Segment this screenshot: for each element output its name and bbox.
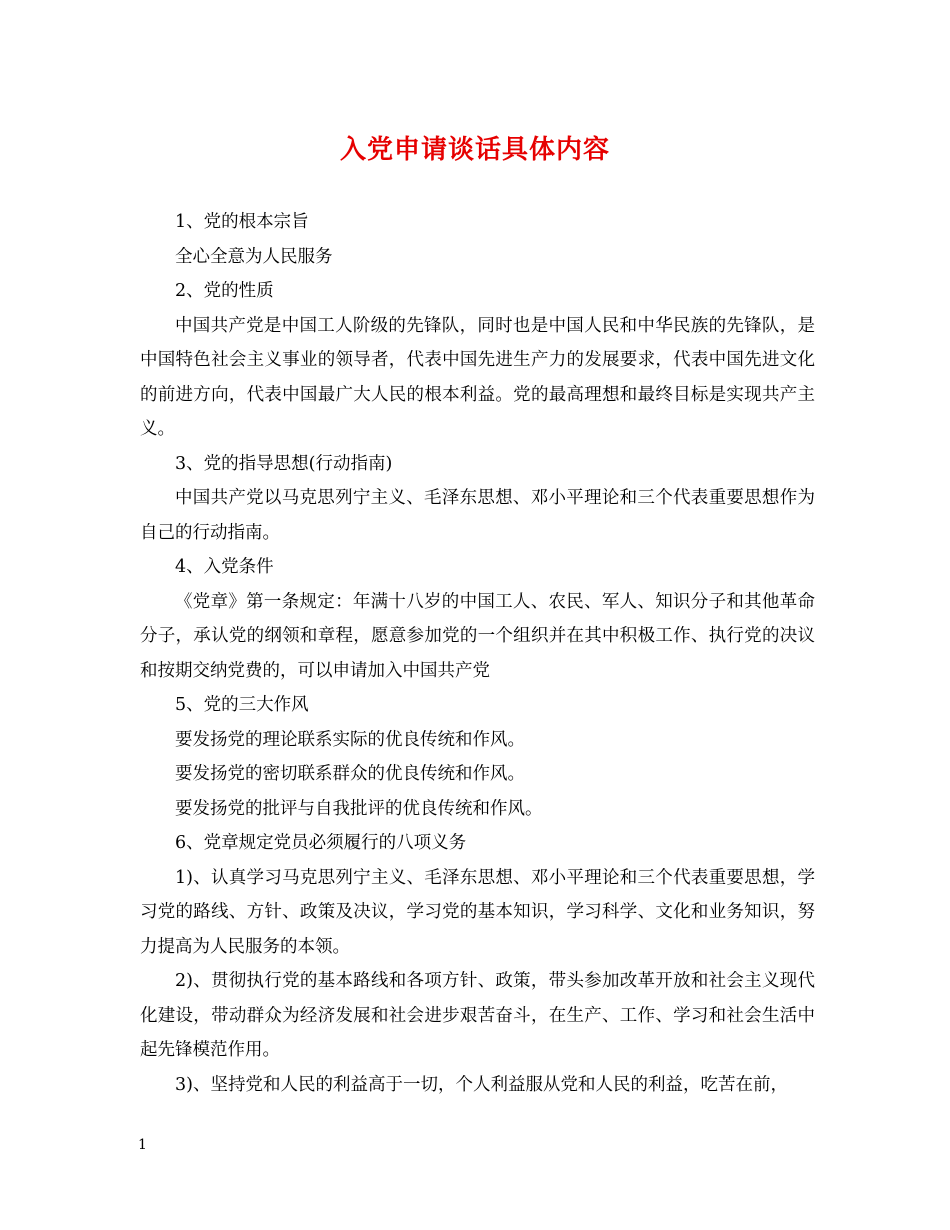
heading-1: 1、党的根本宗旨 — [175, 212, 309, 232]
paragraph: 中国共产党以马克思列宁主义、毛泽东思想、邓小平理论和三个代表重要思想作为自己的行动指南。 — [140, 488, 815, 543]
paragraph: 1)、认真学习马克思列宁主义、毛泽东思想、邓小平理论和三个代表重要思想，学习党的路线、方针、政策及决议，学习党的基本知识，学习科学、文化和业务知识，努力提高为人民服务的本领。 — [140, 867, 815, 957]
paragraph: 《党章》第一条规定：年满十八岁的中国工人、农民、军人、知识分子和其他革命分子，承认党的纲领和章程，愿意参加党的一个组织并在其中积极工作、执行党的决议和按期交纳党费的，可以申请加入中国共产党 — [140, 591, 815, 681]
heading-2: 2、党的性质 — [175, 281, 274, 301]
paragraph: 中国共产党是中国工人阶级的先锋队，同时也是中国人民和中华民族的先锋队，是中国特色社会主义事业的领导者，代表中国先进生产力的发展要求，代表中国先进文化的前进方向，代表中国最广大人民的根本利益。党的最高理想和最终目标是实现共产主义。 — [140, 315, 815, 439]
paragraph: 要发扬党的批评与自我批评的优良传统和作风。 — [175, 798, 543, 819]
heading-3: 3、党的指导思想(行动指南) — [175, 453, 393, 474]
document-title: 入党申请谈话具体内容 — [339, 135, 610, 165]
heading-5: 5、党的三大作风 — [175, 695, 309, 715]
paragraph: 要发扬党的密切联系群众的优良传统和作风。 — [175, 764, 525, 784]
page-number: 1 — [138, 1137, 147, 1153]
document-body — [140, 205, 815, 1102]
paragraph: 全心全意为人民服务 — [175, 246, 333, 267]
paragraph: 要发扬党的理论联系实际的优良传统和作风。 — [175, 729, 525, 750]
paragraph: 2)、贯彻执行党的基本路线和各项方针、政策，带头参加改革开放和社会主义现代化建设，带动群众为经济发展和社会进步艰苦奋斗，在生产、工作、学习和社会生活中起先锋模范作用。 — [140, 971, 815, 1060]
heading-4: 4、入党条件 — [175, 557, 274, 577]
paragraph: 3)、坚持党和人民的利益高于一切，个人利益服从党和人民的利益，吃苦在前， — [175, 1074, 788, 1095]
heading-6: 6、党章规定党员必须履行的八项义务 — [175, 833, 467, 853]
